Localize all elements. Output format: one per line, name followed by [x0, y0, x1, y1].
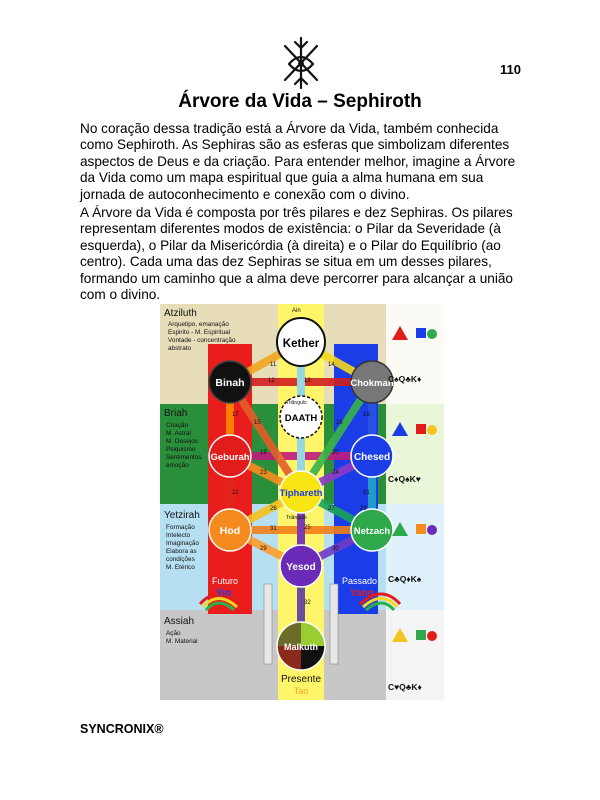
- world-briah-line-4: Psiquismo: [166, 446, 196, 453]
- path-number-13: 13: [304, 378, 311, 384]
- label-binah: Binah: [215, 377, 245, 389]
- square-red-icon: [416, 424, 426, 434]
- world-briah-line-2: M. Astral: [166, 430, 191, 437]
- world-yetzirah-line-6: M. Etérico: [166, 564, 195, 571]
- world-atziluth-name: Atziluth: [164, 308, 197, 319]
- circle-purple-icon: [427, 525, 437, 535]
- path-number-20: 20: [332, 450, 339, 456]
- square-orange-icon: [416, 524, 426, 534]
- label-passado: Passado: [342, 576, 378, 586]
- path-number-14: 14: [328, 362, 335, 368]
- world-atziluth-line-2: Espirito - M. Espiritual: [168, 329, 231, 336]
- label-yang: Yang: [350, 588, 374, 599]
- paragraph-pillars: A Árvore da Vida é composta por três pilares e dez Sephiras. Os pilares representam diferentes modos de existência: o Pilar da Severidade (à esquerda), o Pilar da Misericórdia (à direita) e o Pilar do Equilíbrio (ao centro). Cada uma das dez Sephiras se situa em um desses pilares, formando um caminho que a alma deve percorrer para alcançar a união com o divino.: [80, 205, 513, 303]
- symbol-panel-2: [386, 404, 444, 504]
- path-number-21: 21: [363, 490, 370, 496]
- suit-row-3: C♣Q♦K♠: [388, 574, 422, 584]
- world-yetzirah-line-5: condições: [166, 556, 195, 563]
- path-number-26: 26: [270, 506, 277, 512]
- footer-brand: SYNCRONIX®: [80, 722, 164, 736]
- path-number-23: 23: [260, 470, 267, 476]
- path-number-32: 32: [304, 600, 311, 606]
- square-green-icon: [416, 630, 426, 640]
- square-icon: [416, 328, 426, 338]
- label-futuro: Futuro: [212, 576, 239, 586]
- world-assiah-line-2: M. Material: [166, 638, 198, 645]
- path-number-27: 27: [328, 506, 335, 512]
- path-number-31: 31: [270, 526, 277, 532]
- label-malkuth: Malkuth: [283, 642, 319, 652]
- world-briah-name: Briah: [164, 408, 188, 419]
- label-presente: Presente: [280, 674, 322, 685]
- world-yetzirah-line-4: Elabora as: [166, 548, 197, 555]
- path-number-19: 19: [260, 450, 267, 456]
- suit-row-4: C♥Q♣K♦: [388, 682, 422, 692]
- label-chokmah: Chokmah: [350, 378, 394, 389]
- label-triangulo-upper: Triângulo: [286, 400, 307, 406]
- path-number-17: 17: [232, 412, 239, 418]
- world-atziluth-line-3: Vontade - concentração: [168, 337, 236, 344]
- path-number-30: 30: [332, 546, 339, 552]
- circle-yellow-icon: [427, 425, 437, 435]
- circle-icon: [427, 329, 437, 339]
- world-yetzirah-line-2: Intelecto: [166, 532, 191, 539]
- label-chesed: Chesed: [353, 452, 391, 463]
- world-briah-line-1: Criação: [166, 422, 189, 429]
- world-assiah-line-1: Ação: [166, 630, 181, 637]
- path-number-22: 22: [232, 490, 239, 496]
- label-ain: Ain: [292, 308, 301, 314]
- world-briah-line-3: M. Desejos: [166, 438, 198, 445]
- path-number-11: 11: [270, 362, 277, 368]
- world-yetzirah-line-1: Formação: [166, 524, 195, 531]
- path-number-28: 28: [360, 506, 367, 512]
- world-briah-line-6: emoção: [166, 462, 189, 469]
- label-yin: Yin: [216, 588, 232, 599]
- page-number: 110: [500, 62, 521, 77]
- path-number-12: 12: [268, 378, 275, 384]
- world-briah-line-5: Sentimentos: [166, 454, 202, 461]
- label-tao: Tao: [293, 686, 309, 696]
- symbol-panel-3: [386, 504, 444, 610]
- path-number-18: 18: [363, 412, 370, 418]
- path-number-16: 16: [336, 420, 343, 426]
- label-tiphareth: Tiphareth: [279, 488, 323, 499]
- world-yetzirah-name: Yetzirah: [164, 510, 200, 521]
- label-geburah: Geburah: [210, 452, 250, 463]
- label-daath: DAATH: [284, 413, 318, 424]
- label-yesod: Yesod: [286, 562, 316, 573]
- paragraph-intro: No coração dessa tradição está a Árvore da Vida, também conhecida como Sephiroth. As Sephiras são as esferas que simbolizam diferentes aspectos de Deus e da criação. Para entender melhor, imagine a Árvore da Vida como um mapa espiritual que guia a alma humana em sua jornada de autoconhecimento e conexão com o divino.: [80, 121, 516, 202]
- tree-of-life-figure: [160, 304, 444, 700]
- path-number-24: 24: [332, 470, 339, 476]
- suit-row-1: C♠Q♣K♦: [388, 374, 422, 384]
- suit-row-2: C♦Q♠K♥: [388, 474, 421, 484]
- page-title: Árvore da Vida – Sephiroth: [178, 91, 422, 112]
- column-left: [264, 584, 272, 664]
- circle-red-icon: [427, 631, 437, 641]
- world-atziluth-line-4: abstrato: [168, 345, 192, 352]
- label-netzach: Netzach: [353, 526, 391, 537]
- label-kether: Kether: [282, 338, 320, 350]
- symbol-panel-1: [386, 304, 444, 404]
- path-number-29: 29: [260, 546, 267, 552]
- world-assiah-name: Assiah: [164, 616, 195, 627]
- logo-icon: [279, 36, 323, 90]
- column-right: [330, 584, 338, 664]
- path-number-25: 25: [304, 525, 311, 531]
- label-hod: Hod: [219, 525, 241, 537]
- world-atziluth-line-1: Arquetipo, emanação: [168, 321, 229, 328]
- world-yetzirah-line-3: Imaginação: [166, 540, 200, 547]
- path-number-15: 15: [254, 420, 261, 426]
- label-triangulo-lower: Triângulo: [286, 515, 307, 521]
